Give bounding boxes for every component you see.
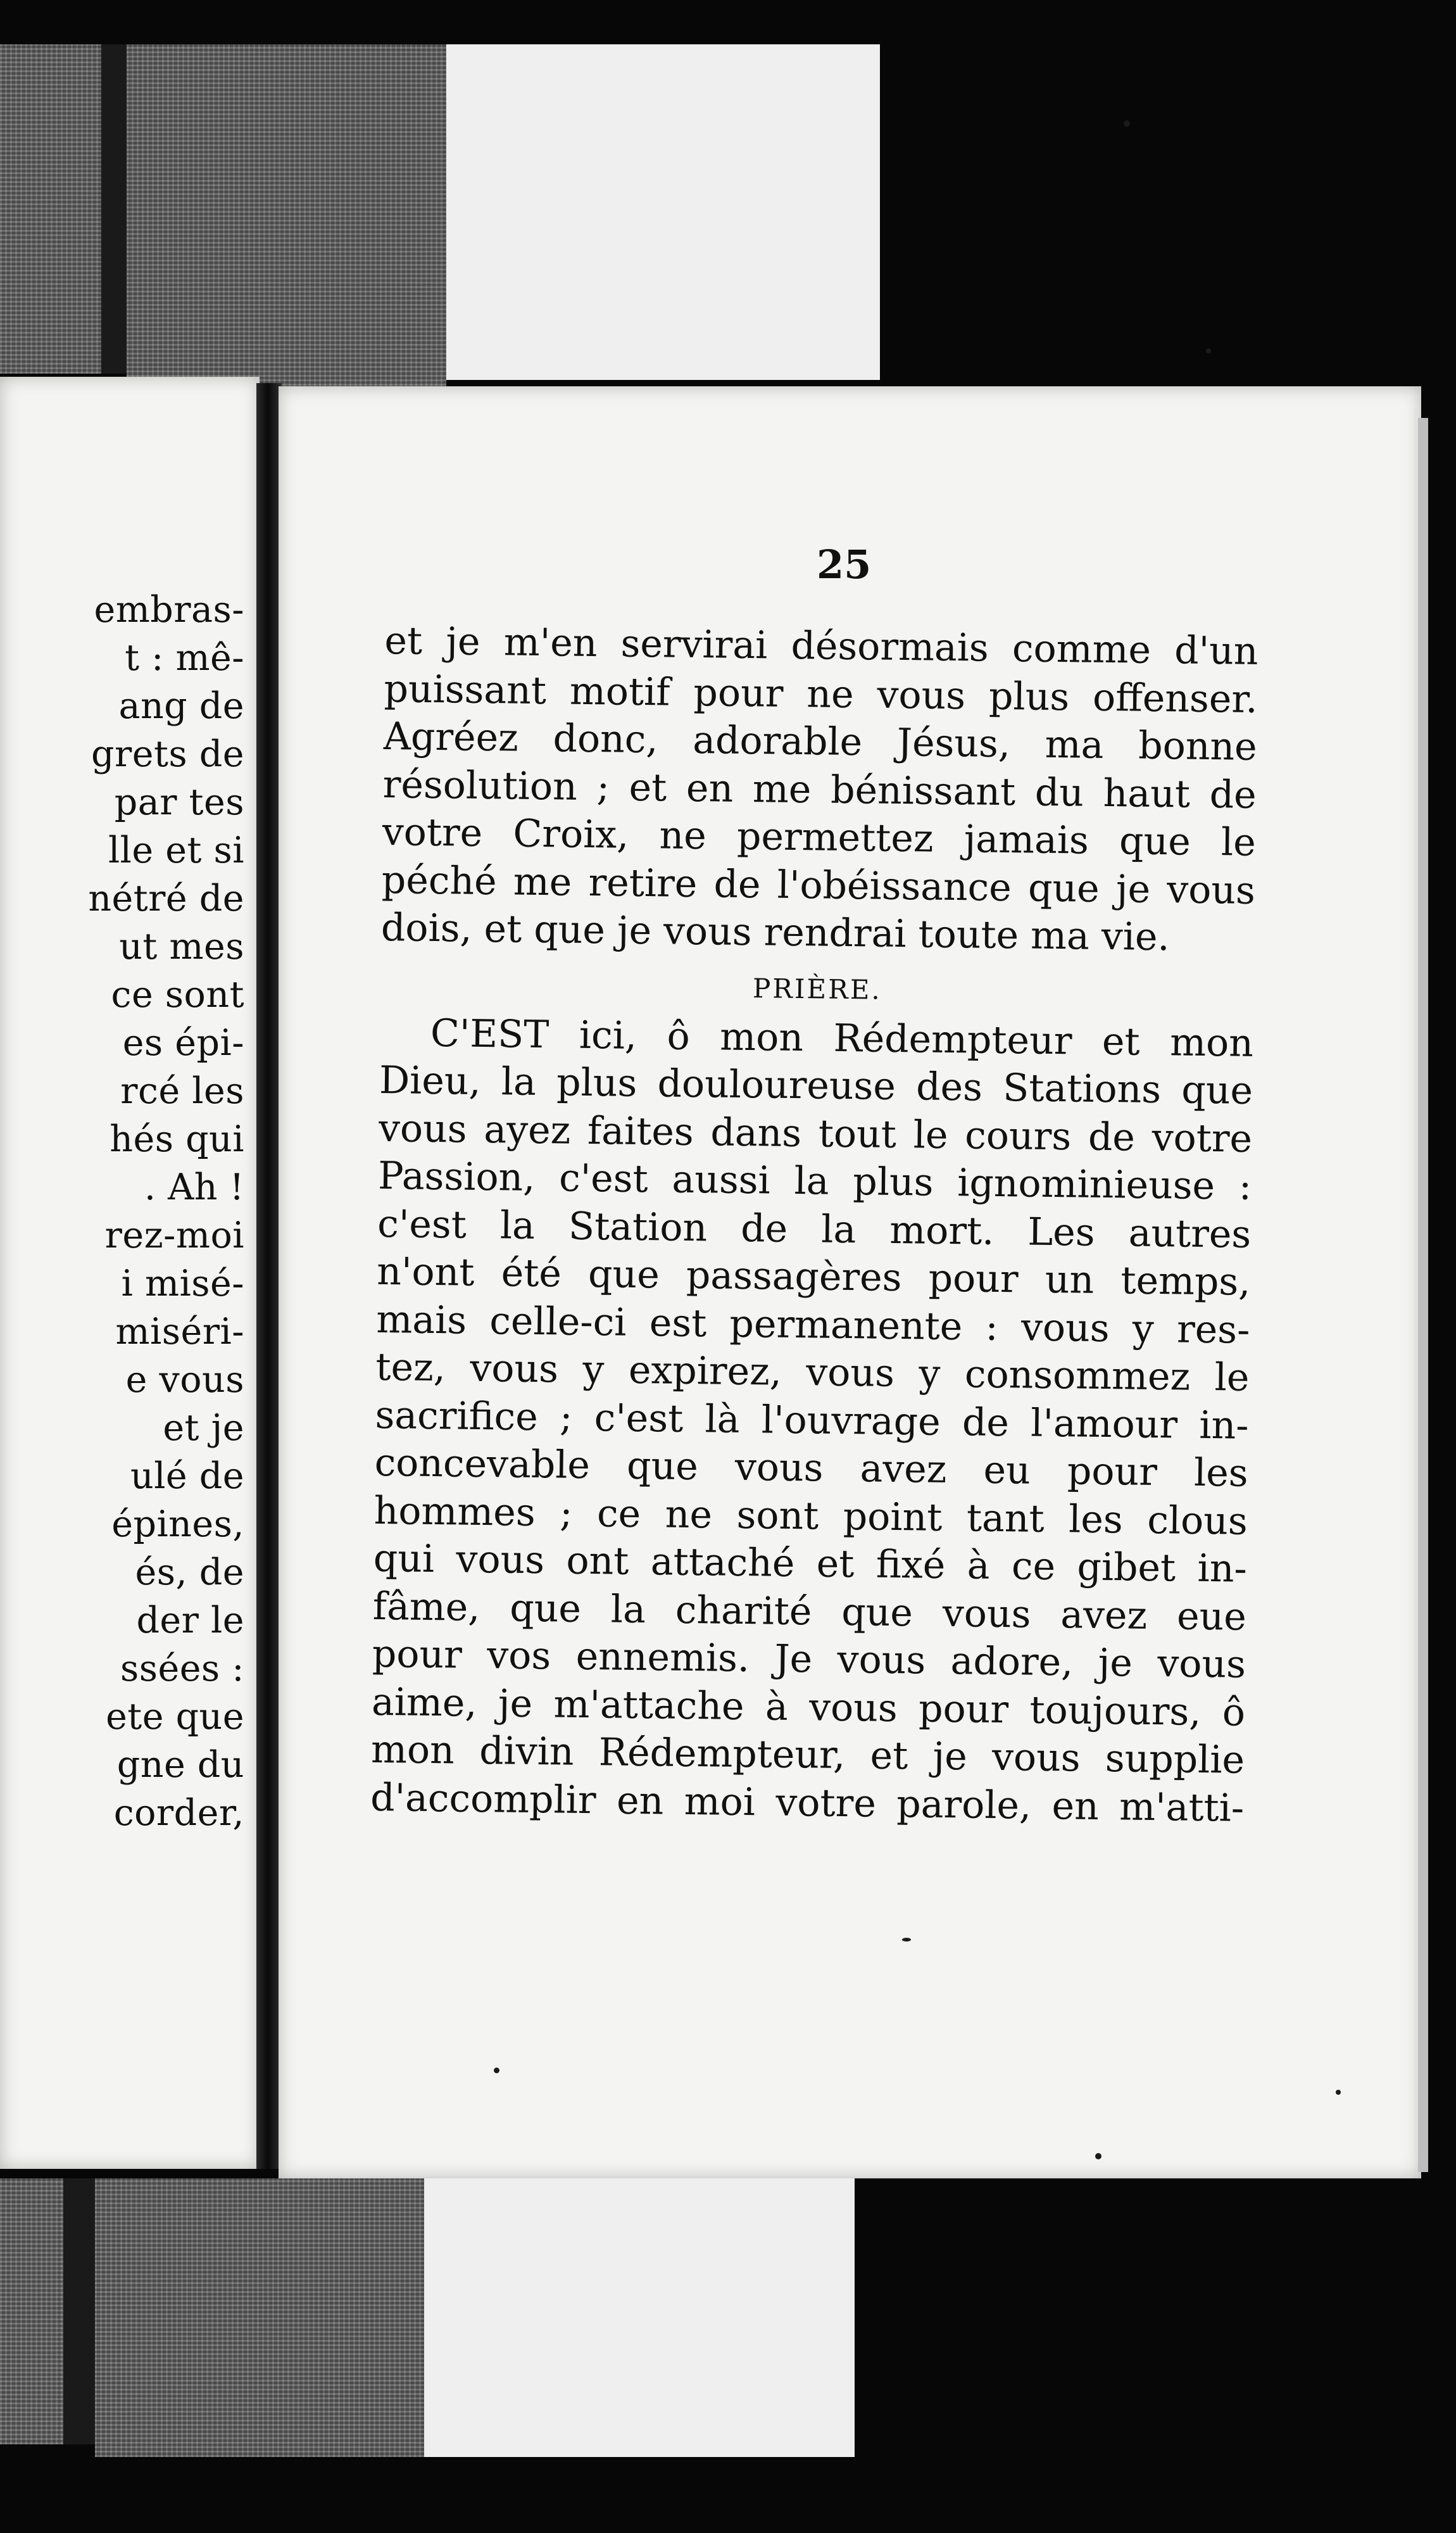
- left-line-5: par tes: [114, 781, 244, 823]
- left-line-6: lle et si: [108, 830, 244, 871]
- text-line: d'accomplir en moi votre parole, en m'atti-: [370, 1775, 1245, 1831]
- left-page: [0, 377, 260, 2169]
- text-line: C'EST ici, ô mon Rédempteur et mon: [430, 1011, 1254, 1066]
- left-line-19: ulé de: [130, 1455, 244, 1497]
- text-line: mais celle-ci est permanente : vous y res-: [376, 1297, 1250, 1353]
- left-line-25: gne du: [116, 1744, 244, 1786]
- left-line-9: ce sont: [111, 974, 244, 1016]
- cover-cloth-top: [127, 44, 446, 399]
- cover-cloth-bottom: [95, 2178, 424, 2457]
- left-line-2: t : mê-: [125, 637, 244, 679]
- scan-speck: [1124, 120, 1130, 127]
- text-line: puissant motif pour ne vous plus offenser.: [384, 666, 1258, 722]
- left-line-20: épines,: [111, 1503, 244, 1545]
- text-line: fâme, que la charité que vous avez eue: [372, 1584, 1247, 1639]
- spine-band-bottom: [63, 2178, 95, 2444]
- scan-speck: [902, 1938, 911, 1942]
- spine-band-top: [101, 44, 127, 374]
- left-line-13: . Ah !: [144, 1166, 244, 1208]
- book-gutter: [256, 383, 282, 2169]
- text-line: et je m'en servirai désormais comme d'un: [384, 618, 1258, 674]
- text-line: concevable que vous avez eu pour les: [374, 1440, 1249, 1496]
- left-line-10: es épi-: [122, 1022, 244, 1064]
- scan-speck: [1336, 2090, 1341, 2095]
- left-line-24: ete que: [106, 1696, 244, 1738]
- left-line-16: miséri-: [115, 1311, 244, 1353]
- left-line-26: corder,: [113, 1792, 244, 1834]
- text-line: résolution ; et en me bénissant du haut de: [382, 762, 1257, 818]
- text-line: c'est la Station de la mort. Les autres: [377, 1201, 1252, 1257]
- left-line-21: és, de: [135, 1551, 244, 1593]
- text-line: n'ont été que passagères pour un temps,: [376, 1249, 1251, 1304]
- left-line-17: e vous: [125, 1359, 244, 1401]
- text-line: Dieu, la plus douloureuse des Stations que: [379, 1058, 1253, 1113]
- left-line-14: rez-moi: [104, 1215, 244, 1256]
- text-line: qui vous ont attaché et fixé à ce gibet in-: [373, 1536, 1248, 1591]
- text-line: pour vos ennemis. Je vous adore, je vous: [372, 1631, 1246, 1687]
- left-line-22: der le: [136, 1600, 244, 1641]
- text-line: sacrifice ; c'est là l'ouvrage de l'amour in-: [375, 1393, 1249, 1448]
- section-heading: PRIÈRE.: [752, 972, 882, 1006]
- left-line-1: embras-: [94, 589, 244, 631]
- left-line-15: i misé-: [121, 1263, 244, 1304]
- left-line-12: hés qui: [110, 1118, 244, 1160]
- text-line: vous ayez faites dans tout le cours de votre: [378, 1106, 1253, 1161]
- text-line: dois, et que je vous rendrai toute ma vie.: [380, 905, 1170, 960]
- left-line-4: grets de: [91, 733, 244, 775]
- left-line-23: ssées :: [120, 1648, 244, 1690]
- text-line: tez, vous y expirez, vous y consommez le: [375, 1344, 1250, 1400]
- left-line-3: ang de: [118, 685, 244, 727]
- page-fore-edge: [1418, 418, 1428, 2172]
- text-line: hommes ; ce ne sont point tant les clous: [373, 1488, 1248, 1544]
- left-line-11: rcé les: [120, 1070, 244, 1112]
- right-page-text: [370, 617, 1258, 1833]
- scan-speck: [1095, 2153, 1101, 2159]
- scan-speck: [494, 2068, 499, 2073]
- cover-board-top: [446, 44, 880, 380]
- text-line: votre Croix, ne permettez jamais que le: [382, 809, 1257, 865]
- page-number: 25: [817, 541, 872, 588]
- text-line: péché me retire de l'obéissance que je vous: [381, 857, 1256, 913]
- left-line-8: ut mes: [119, 926, 244, 968]
- left-line-18: et je: [163, 1407, 244, 1449]
- text-line: Passion, c'est aussi la plus ignominieuse :: [377, 1153, 1252, 1209]
- left-line-7: nétré de: [88, 878, 244, 919]
- text-line: Agréez donc, adorable Jésus, ma bonne: [383, 714, 1258, 769]
- text-line: aime, je m'attache à vous pour toujours, ô: [371, 1679, 1246, 1735]
- text-line: mon divin Rédempteur, et je vous supplie: [370, 1727, 1245, 1783]
- scan-speck: [1206, 348, 1211, 353]
- cover-board-bottom: [424, 2178, 855, 2457]
